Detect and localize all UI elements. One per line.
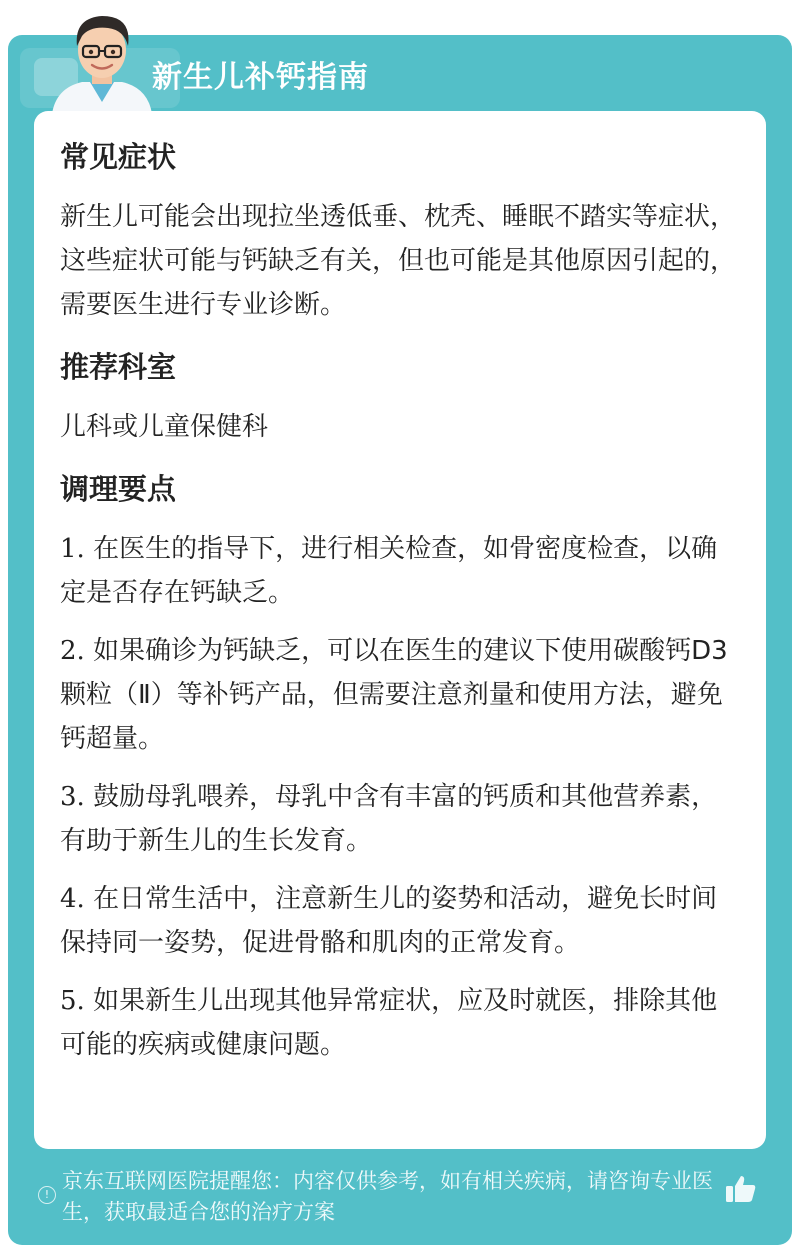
page-title: 新生儿补钙指南 [152, 60, 369, 95]
footer-disclaimer: 京东互联网医院提醒您：内容仅供参考，如有相关疾病，请咨询专业医生，获取最适合您的治疗方案 [62, 1169, 713, 1224]
info-icon: ! [38, 1186, 56, 1204]
list-item [60, 979, 740, 1067]
list-item [60, 775, 740, 863]
list-item-text: 在医生的指导下，进行相关检查，如骨密度检查，以确定是否存在钙缺乏。 [60, 534, 718, 608]
list-item-text: 鼓励母乳喂养，母乳中含有丰富的钙质和其他营养素，有助于新生儿的生长发育。 [60, 782, 718, 856]
section-heading-care: 调理要点 [60, 472, 177, 506]
list-item-number: 4. [60, 884, 85, 914]
list-item [60, 877, 740, 965]
section-heading-department: 推荐科室 [60, 350, 177, 384]
section-body-symptoms: 新生儿可能会出现拉坐透低垂、枕秃、睡眠不踏实等症状，这些症状可能与钙缺乏有关，但也可能是其他原因引起的，需要医生进行专业诊断。 [60, 202, 737, 320]
list-item-number: 5. [60, 986, 85, 1016]
list-item-text: 在日常生活中，注意新生儿的姿势和活动，避免长时间保持同一姿势，促进骨骼和肌肉的正常发育。 [60, 884, 718, 958]
list-item-number: 3. [60, 782, 85, 812]
list-item [60, 629, 740, 761]
doctor-avatar [46, 6, 158, 114]
list-item-number: 2. [60, 636, 85, 666]
content-card [34, 111, 766, 1149]
list-item [60, 527, 740, 615]
list-item-text: 如果确诊为钙缺乏，可以在医生的建议下使用碳酸钙D3颗粒（Ⅱ）等补钙产品，但需要注意剂量和使用方法，避免钙超量。 [60, 636, 728, 754]
list-item-text: 如果新生儿出现其他异常症状，应及时就医，排除其他可能的疾病或健康问题。 [60, 986, 718, 1060]
section-body-department: 儿科或儿童保健科 [60, 412, 269, 442]
section-heading-symptoms: 常见症状 [60, 140, 177, 174]
list-item-number: 1. [60, 534, 85, 564]
thumbs-up-icon[interactable] [724, 1172, 758, 1206]
